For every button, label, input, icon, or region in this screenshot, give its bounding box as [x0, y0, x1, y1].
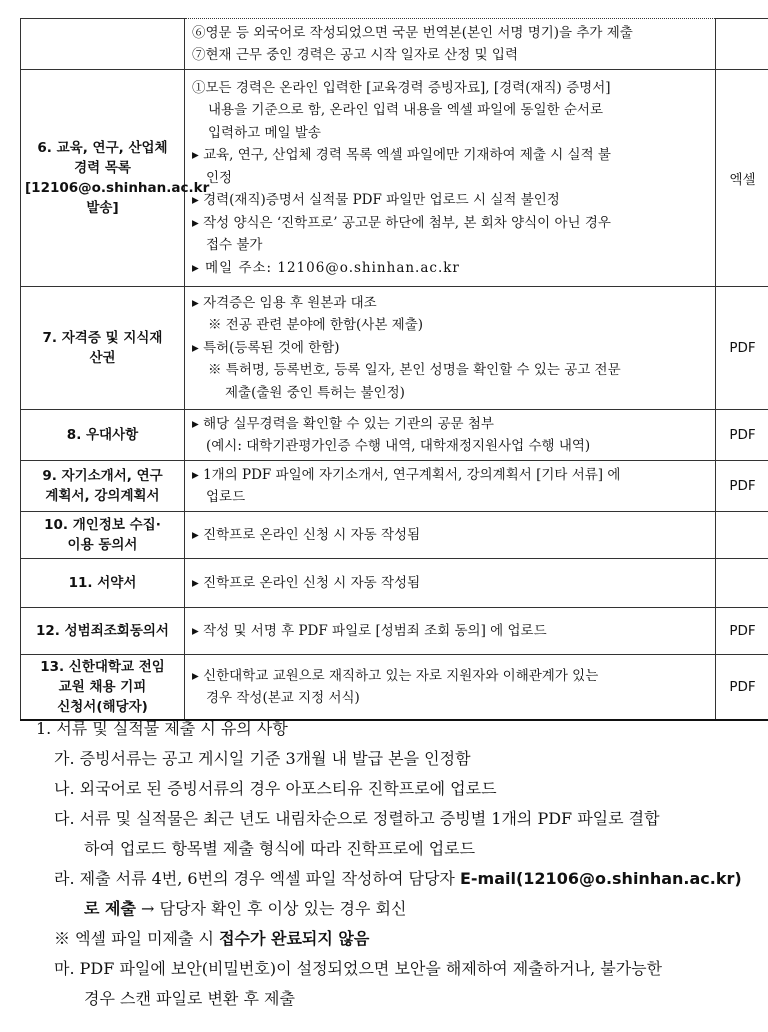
content-line: ▸ 진학프로 온라인 신청 시 자동 작성됨 [192, 526, 421, 543]
note-item: 나. 외국어로 된 증빙서류의 경우 아포스티유 진학프로에 업로드 [54, 779, 497, 798]
row-format-cell: PDF [716, 608, 768, 655]
content-line: ▸ 자격증은 임용 후 원본과 대조 [192, 294, 377, 311]
content-line: (예시: 대학기관평가인증 수행 내역, 대학재정지원사업 수행 내역) [206, 438, 591, 454]
row-title-line: 12. 성범죄조회동의서 [36, 623, 169, 639]
content-line: 접수 불가 [206, 237, 263, 254]
note-emphasis: 접수가 완료되지 않음 [219, 929, 370, 948]
row-format-cell: PDF [716, 287, 768, 410]
row-title-cell [21, 655, 185, 721]
content-line: ▸ 신한대학교 교원으로 재직하고 있는 자로 지원자와 이해관계가 있는 [192, 667, 599, 684]
row-title-cell [21, 512, 185, 559]
content-line: 경우 작성(본교 지정 서식) [206, 690, 360, 706]
note-text: 라. 제출 서류 4번, 6번의 경우 엑셀 파일 작성하여 담당자 [54, 869, 460, 888]
content-line: 입력하고 메일 발송 [208, 124, 321, 141]
row-format-cell [716, 19, 768, 70]
note-item [20, 864, 745, 894]
row-title-line: 9. 자기소개서, 연구 [42, 468, 163, 484]
row-content-cell [185, 70, 716, 287]
content-line: 내용을 기준으로 함, 온라인 입력 내용을 엑셀 파일에 동일한 순서로 [208, 102, 604, 119]
row-content-cell [185, 512, 716, 559]
content-line: ▸ 작성 양식은 ‘진학프로’ 공고문 하단에 첨부, 본 회차 양식이 아닌 경우 [192, 214, 611, 231]
table-row [21, 19, 768, 70]
note-item: 마. PDF 파일에 보안(비밀번호)이 설정되었으면 보안을 해제하여 제출하거나, 불가능한 [54, 959, 663, 978]
row-format-cell [716, 559, 768, 608]
row-content-cell [185, 287, 716, 410]
table-row [21, 410, 768, 461]
note-item-continuation: 하여 업로드 항목별 제출 형식에 따라 진학프로에 업로드 [84, 839, 476, 858]
email-address: ▸ 메일 주소: 12106@o.shinhan.ac.kr [192, 259, 460, 276]
note-item-continuation: 경우 스캔 파일로 변환 후 제출 [84, 989, 295, 1008]
table-row [21, 655, 768, 721]
row-content-cell [185, 410, 716, 461]
requirements-table [20, 18, 768, 721]
row-format-cell [716, 512, 768, 559]
content-line: ▸ 작성 및 서명 후 PDF 파일로 [성범죄 조회 동의] 에 업로드 [192, 622, 547, 639]
content-line: ▸ 진학프로 온라인 신청 시 자동 작성됨 [192, 574, 421, 591]
note-emphasis: 로 제출 [84, 899, 136, 918]
row-title-line: 경력 목록 [74, 160, 131, 176]
note-item: 가. 증빙서류는 공고 게시일 기준 3개월 내 발급 본을 인정함 [54, 749, 471, 768]
row-content-cell [185, 655, 716, 721]
content-line: ※ 전공 관련 분야에 한함(사본 제출) [208, 317, 424, 334]
row-title-line: [12106@o.shinhan.ac.kr [25, 180, 210, 196]
notes-title: 1. 서류 및 실적물 제출 시 유의 사항 [36, 719, 288, 738]
row-title-line: 13. 신한대학교 전임 [40, 659, 165, 675]
table-row [21, 608, 768, 655]
note-item: 다. 서류 및 실적물은 최근 년도 내림차순으로 정렬하고 증빙별 1개의 PDF 파일로 결합 [54, 809, 660, 828]
note-text: → 담당자 확인 후 이상 있는 경우 회신 [135, 899, 407, 918]
content-line: 인정 [206, 169, 233, 186]
row-format-cell: 엑셀 [716, 70, 768, 287]
content-line: 업로드 [206, 489, 246, 505]
content-line: ⑥영문 등 외국어로 작성되었으면 국문 번역본(본인 서명 명기)을 추가 제출 [192, 24, 633, 41]
table-row [21, 559, 768, 608]
row-title-line: 이용 동의서 [67, 537, 138, 553]
row-content-cell [185, 461, 716, 512]
row-format-cell: PDF [716, 655, 768, 721]
row-title-cell [21, 410, 185, 461]
row-content-cell [185, 608, 716, 655]
row-title-cell [21, 559, 185, 608]
content-line: ▸ 교육, 연구, 산업체 경력 목록 엑셀 파일에만 기재하여 제출 시 실적 불 [192, 147, 611, 164]
row-title-line: 산권 [89, 350, 116, 366]
content-line: ⑦현재 근무 중인 경력은 공고 시작 일자로 산정 및 입력 [192, 47, 518, 63]
content-line: ①모든 경력은 온라인 입력한 [교육경력 증빙자료], [경력(재직) 증명서] [192, 79, 611, 96]
row-format-cell: PDF [716, 410, 768, 461]
row-title-line: 7. 자격증 및 지식재 [42, 330, 163, 346]
table-row [21, 512, 768, 559]
row-content-cell [185, 559, 716, 608]
row-title-line: 10. 개인정보 수집· [44, 517, 161, 533]
row-title-line: 11. 서약서 [68, 575, 137, 591]
content-line: ▸ 1개의 PDF 파일에 자기소개서, 연구계획서, 강의계획서 [기타 서류] 에 [192, 466, 621, 483]
row-title-line: 계획서, 강의계획서 [45, 488, 160, 504]
row-content-cell [185, 19, 716, 70]
row-title-line: 발송] [86, 200, 119, 216]
row-title-line: 교원 채용 기피 [58, 679, 147, 695]
submission-notes [20, 714, 745, 1014]
row-title-cell [21, 461, 185, 512]
row-title-line: 8. 우대사항 [66, 427, 139, 443]
row-title-cell [21, 70, 210, 287]
content-line: ▸ 특허(등록된 것에 한함) [192, 339, 340, 356]
row-format-cell: PDF [716, 461, 768, 512]
note-item-continuation [20, 894, 745, 924]
content-line: 제출(출원 중인 특허는 불인정) [225, 384, 405, 401]
row-title-line: 6. 교육, 연구, 산업체 [37, 140, 168, 156]
table-row [21, 287, 768, 410]
note-warning [20, 924, 745, 954]
row-title-cell [21, 608, 185, 655]
table-row [21, 461, 768, 512]
content-line: ▸ 해당 실무경력을 확인할 수 있는 기관의 공문 첨부 [192, 415, 494, 432]
note-text: ※ 엑셀 파일 미제출 시 [54, 929, 220, 948]
note-email-emphasis: E-mail(12106@o.shinhan.ac.kr) [459, 869, 742, 888]
content-line: ※ 특허명, 등록번호, 등록 일자, 본인 성명을 확인할 수 있는 공고 전문 [208, 362, 621, 379]
row-title-line: 신청서(해당자) [57, 699, 148, 715]
row-title-cell [21, 287, 185, 410]
table-row [21, 70, 768, 287]
row-title-cell [21, 19, 185, 70]
content-line: ▸ 경력(재직)증명서 실적물 PDF 파일만 업로드 시 실적 불인정 [192, 192, 560, 209]
